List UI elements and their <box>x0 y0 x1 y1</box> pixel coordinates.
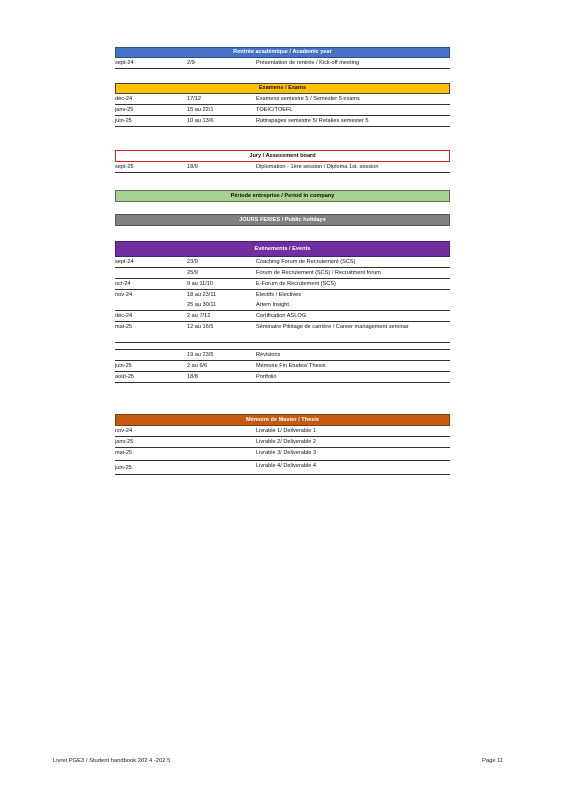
row-date: sept-24 <box>115 60 134 66</box>
table-row <box>115 94 450 105</box>
row-label: Livrable 1/ Deliverable 1 <box>256 428 317 434</box>
public-holidays-header: JOURS FERIES / Public holidays <box>115 214 450 226</box>
row-days: 17/12 <box>187 96 201 102</box>
row-days: 23/9 <box>187 259 198 265</box>
row-label: Rattrapages semestre 5/ Retakes semester 5 <box>256 118 369 124</box>
company-period-header: Période entreprise / Period in company <box>115 190 450 202</box>
table-row <box>115 448 450 461</box>
row-date: sept-25 <box>115 164 134 170</box>
table-row <box>115 257 450 268</box>
table-row <box>115 372 450 383</box>
row-label: TOEIC/TOEFL <box>256 107 293 113</box>
row-date: janv-25 <box>115 107 134 113</box>
table-row <box>115 105 450 116</box>
row-label: Artem Insight <box>256 302 289 308</box>
row-days: 10 au 13/6 <box>187 118 214 124</box>
table-row <box>115 290 450 300</box>
row-date: juin-25 <box>115 118 132 124</box>
thesis-header: Mémoire de Master / Thesis <box>115 414 450 426</box>
row-date: mai-25 <box>115 324 133 330</box>
row-days: 18/8 <box>187 374 198 380</box>
footer-page-number: Page 11 <box>482 758 504 764</box>
section-assessment-board <box>115 150 450 173</box>
row-date: déc-24 <box>115 96 133 102</box>
events-header: Evènements / Events <box>115 241 450 257</box>
row-date: janv-25 <box>115 439 134 445</box>
table-row <box>115 350 450 361</box>
section-exams <box>115 83 450 127</box>
assessment-board-header: Jury / Assessment board <box>115 150 450 162</box>
row-label: Coaching Forum de Recrutement (SCS) <box>256 259 356 265</box>
footer-handbook-title: Livret PGE3 / Student handbook 202 4 -202 5 <box>53 758 171 764</box>
row-label: E-Forum de Recrutement (SCS) <box>256 281 336 287</box>
section-academic-year <box>115 47 450 69</box>
row-label: Examens semestre 5 / Semester 5 exams <box>256 96 360 102</box>
table-row <box>115 361 450 372</box>
table-row <box>115 58 450 69</box>
section-thesis <box>115 414 450 475</box>
table-row <box>115 322 450 343</box>
row-days: 25/9 <box>187 270 198 276</box>
section-events <box>115 241 450 383</box>
row-days: 12 au 16/5 <box>187 324 214 330</box>
row-days: 9 au 11/10 <box>187 281 214 287</box>
row-label: Mémoire Fin Etudes/ Thesis <box>256 363 326 369</box>
row-label: Diplomation - 1ère session / Diploma 1st. session <box>256 164 379 170</box>
table-row <box>115 437 450 448</box>
row-days: 19 au 23/5 <box>187 352 214 358</box>
row-date: juin-25 <box>115 363 132 369</box>
table-row <box>115 268 450 279</box>
row-date: oct-24 <box>115 281 131 287</box>
spacer-row <box>115 343 450 350</box>
row-label: Livrable 3/ Deliverable 3 <box>256 450 317 456</box>
row-label: Portfolio <box>256 374 277 380</box>
row-label: Electifs / Electives <box>256 292 302 298</box>
row-label: Certification ASLOG <box>256 313 307 319</box>
row-date: sept-24 <box>115 259 134 265</box>
row-days: 2 au 7/12 <box>187 313 211 319</box>
row-date: juin-25 <box>115 465 132 471</box>
row-days: 2 au 6/6 <box>187 363 208 369</box>
row-days: 25 au 30/11 <box>187 302 217 308</box>
row-days: 2/9 <box>187 60 195 66</box>
row-days: 15 au 22/1 <box>187 107 214 113</box>
table-row <box>115 162 450 173</box>
row-date: nov-24 <box>115 292 133 298</box>
table-row <box>115 116 450 127</box>
row-label: Séminaire Pilotage de carrière / Career management seminar <box>256 324 409 330</box>
row-date: mai-25 <box>115 450 133 456</box>
section-public-holidays <box>115 214 450 226</box>
table-row <box>115 300 450 311</box>
academic-year-header: Rentrée académique / Academic year <box>115 47 450 58</box>
row-label: Révisions <box>256 352 281 358</box>
row-date: août-25 <box>115 374 134 380</box>
row-date: déc-24 <box>115 313 133 319</box>
row-date: nov-24 <box>115 428 133 434</box>
row-label: Forum de Recrutement (SCS) / Recruitment forum <box>256 270 381 276</box>
row-label: Livrable 4/ Deliverable 4 <box>256 463 317 469</box>
table-row <box>115 279 450 290</box>
row-days: 18/9 <box>187 164 198 170</box>
section-company-period <box>115 190 450 202</box>
exams-header: Examens / Exams <box>115 83 450 94</box>
table-row <box>115 461 450 475</box>
table-row <box>115 311 450 322</box>
row-label: Livrable 2/ Deliverable 2 <box>256 439 317 445</box>
table-row <box>115 426 450 437</box>
row-days: 18 au 23/11 <box>187 292 217 298</box>
row-label: Présentation de rentrée / Kick-off meeting <box>256 60 360 66</box>
